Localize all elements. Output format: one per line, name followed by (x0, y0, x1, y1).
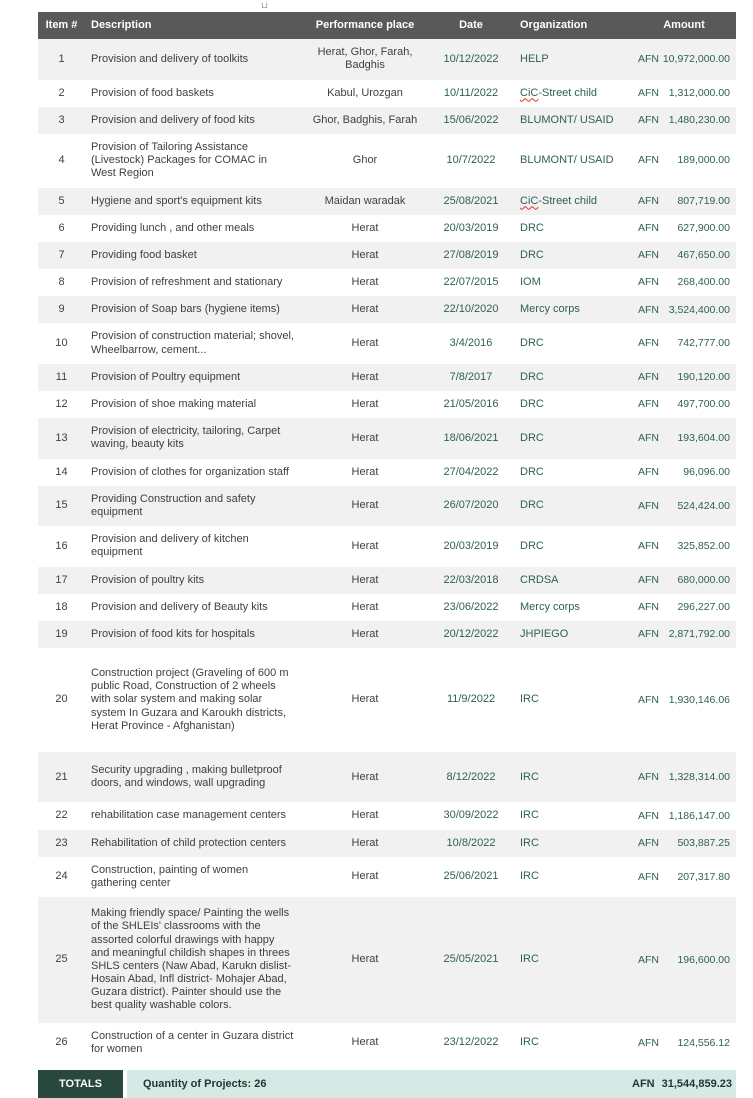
amount-value: 467,650.00 (677, 249, 730, 262)
currency-label: AFN (638, 221, 659, 234)
organization-cell: Mercy corps (512, 296, 632, 323)
organization-cell: CiC-Street child (512, 80, 632, 107)
table-row (38, 857, 736, 897)
item-number-cell: 25 (38, 897, 85, 1023)
table-row (38, 526, 736, 566)
date-cell: 15/06/2022 (430, 107, 512, 134)
performance-place-cell: Herat (300, 391, 430, 418)
performance-place-cell: Herat (300, 594, 430, 621)
date-cell: 25/08/2021 (430, 188, 512, 215)
description-cell: Provision of construction material; shovel, Wheelbarrow, cement... (85, 323, 300, 363)
date-cell: 23/06/2022 (430, 594, 512, 621)
amount-cell (632, 107, 736, 134)
currency-label: AFN (638, 432, 659, 445)
amount-value: 196,600.00 (677, 953, 730, 966)
description-cell: rehabilitation case management centers (85, 802, 300, 829)
description-cell: Provision of refreshment and stationary (85, 269, 300, 296)
amount-value: 207,317.80 (677, 870, 730, 883)
table-row (38, 418, 736, 458)
organization-cell: DRC (512, 459, 632, 486)
currency-label: AFN (638, 1036, 659, 1049)
amount-cell (632, 391, 736, 418)
item-number-cell: 20 (38, 648, 85, 752)
performance-place-cell: Herat (300, 242, 430, 269)
performance-place-cell: Herat (300, 648, 430, 752)
currency-label: AFN (638, 154, 659, 167)
table-row (38, 752, 736, 802)
table-row (38, 296, 736, 323)
organization-cell: DRC (512, 391, 632, 418)
description-cell: Provision and delivery of food kits (85, 107, 300, 134)
performance-place-cell: Ghor (300, 134, 430, 188)
item-number-cell: 26 (38, 1023, 85, 1063)
header-performance-place: Performance place (300, 12, 430, 39)
description-cell: Provision of electricity, tailoring, Carpet waving, beauty kits (85, 418, 300, 458)
totals-summary: Quantity of Projects: 26 (143, 1078, 267, 1090)
date-cell: 10/7/2022 (430, 134, 512, 188)
currency-label: AFN (638, 371, 659, 384)
date-cell: 3/4/2016 (430, 323, 512, 363)
currency-label: AFN (638, 249, 659, 262)
amount-value: 10,972,000.00 (662, 53, 730, 66)
amount-cell (632, 323, 736, 363)
description-cell: Provision of food kits for hospitals (85, 621, 300, 648)
amount-value: 3,524,400.00 (668, 303, 730, 316)
date-cell: 10/12/2022 (430, 39, 512, 79)
table-row (38, 269, 736, 296)
date-cell: 25/05/2021 (430, 897, 512, 1023)
amount-cell (632, 486, 736, 526)
table-row (38, 830, 736, 857)
amount-cell (632, 418, 736, 458)
performance-place-cell: Herat (300, 459, 430, 486)
performance-place-cell: Herat (300, 364, 430, 391)
amount-cell (632, 215, 736, 242)
description-cell: Providing lunch , and other meals (85, 215, 300, 242)
performance-place-cell: Ghor, Badghis, Farah (300, 107, 430, 134)
description-cell: Construction of a center in Guzara district for women (85, 1023, 300, 1063)
description-cell: Making friendly space/ Painting the wells of the SHLEIs' classrooms with the assorted colorful drawings with happy and meaningful childish shapes in threes SHLS centers (Naw Abad, Karukn dislist- Hosain Abad, Infl district- Mohajer Abad, Guzara district). Painter should use the best quality washable colors. (85, 897, 300, 1023)
amount-cell (632, 752, 736, 802)
amount-value: 497,700.00 (677, 398, 730, 411)
date-cell: 22/10/2020 (430, 296, 512, 323)
date-cell: 11/9/2022 (430, 648, 512, 752)
table-row (38, 215, 736, 242)
table-header (38, 12, 736, 39)
description-cell: Hygiene and sport's equipment kits (85, 188, 300, 215)
amount-value: 124,556.12 (677, 1036, 730, 1049)
item-number-cell: 4 (38, 134, 85, 188)
amount-cell (632, 80, 736, 107)
organization-cell: DRC (512, 323, 632, 363)
currency-label: AFN (638, 465, 659, 478)
item-number-cell: 7 (38, 242, 85, 269)
table-row (38, 323, 736, 363)
header-item-number: Item # (38, 12, 85, 39)
totals-amount-value: 31,544,859.23 (661, 1078, 732, 1090)
performance-place-cell: Herat (300, 215, 430, 242)
performance-place-cell: Herat (300, 526, 430, 566)
date-cell: 10/11/2022 (430, 80, 512, 107)
currency-label: AFN (638, 836, 659, 849)
amount-value: 268,400.00 (677, 276, 730, 289)
date-cell: 8/12/2022 (430, 752, 512, 802)
table-row (38, 897, 736, 1023)
amount-cell (632, 1023, 736, 1063)
currency-label: AFN (638, 809, 659, 822)
table-body (38, 39, 736, 1063)
organization-cell: DRC (512, 242, 632, 269)
description-cell: Construction, painting of women gathering center (85, 857, 300, 897)
date-cell: 27/04/2022 (430, 459, 512, 486)
table-row (38, 459, 736, 486)
performance-place-cell: Herat (300, 269, 430, 296)
organization-cell: IRC (512, 802, 632, 829)
organization-cell: IRC (512, 897, 632, 1023)
table-row (38, 567, 736, 594)
amount-value: 1,186,147.00 (668, 809, 730, 822)
performance-place-cell: Herat, Ghor, Farah, Badghis (300, 39, 430, 79)
header-amount: Amount (632, 12, 736, 39)
date-cell: 23/12/2022 (430, 1023, 512, 1063)
table-row (38, 242, 736, 269)
currency-label: AFN (638, 600, 659, 613)
item-number-cell: 8 (38, 269, 85, 296)
performance-place-cell: Herat (300, 567, 430, 594)
amount-value: 296,227.00 (677, 600, 730, 613)
currency-label: AFN (638, 337, 659, 350)
amount-cell (632, 594, 736, 621)
amount-cell (632, 830, 736, 857)
organization-cell: CiC-Street child (512, 188, 632, 215)
description-cell: Provision and delivery of kitchen equipment (85, 526, 300, 566)
currency-label: AFN (638, 953, 659, 966)
organization-cell: HELP (512, 39, 632, 79)
organization-cell: DRC (512, 418, 632, 458)
amount-value: 503,887.25 (677, 836, 730, 849)
description-cell: Provision of clothes for organization staff (85, 459, 300, 486)
item-number-cell: 23 (38, 830, 85, 857)
table-row (38, 486, 736, 526)
table-row (38, 39, 736, 79)
item-number-cell: 11 (38, 364, 85, 391)
amount-cell (632, 459, 736, 486)
amount-value: 193,604.00 (677, 432, 730, 445)
header-description: Description (85, 12, 300, 39)
amount-cell (632, 242, 736, 269)
currency-label: AFN (638, 870, 659, 883)
table-row (38, 1023, 736, 1063)
organization-cell: IRC (512, 830, 632, 857)
organization-cell: Mercy corps (512, 594, 632, 621)
description-cell: Provision of Tailoring Assistance (Livestock) Packages for COMAC in West Region (85, 134, 300, 188)
performance-place-cell: Herat (300, 621, 430, 648)
amount-value: 1,930,146.06 (668, 693, 730, 706)
currency-label: AFN (638, 770, 659, 783)
performance-place-cell: Herat (300, 857, 430, 897)
organization-cell: DRC (512, 486, 632, 526)
amount-value: 680,000.00 (677, 573, 730, 586)
description-cell: Rehabilitation of child protection centers (85, 830, 300, 857)
item-number-cell: 2 (38, 80, 85, 107)
table-row (38, 802, 736, 829)
description-cell: Provision and delivery of Beauty kits (85, 594, 300, 621)
organization-cell: DRC (512, 215, 632, 242)
description-cell: Providing food basket (85, 242, 300, 269)
amount-cell (632, 188, 736, 215)
date-cell: 20/03/2019 (430, 526, 512, 566)
totals-currency-label: AFN (632, 1078, 655, 1090)
currency-label: AFN (638, 693, 659, 706)
amount-value: 325,852.00 (677, 540, 730, 553)
table-row (38, 107, 736, 134)
item-number-cell: 1 (38, 39, 85, 79)
description-cell: Security upgrading , making bulletproof doors, and windows, wall upgrading (85, 752, 300, 802)
amount-cell (632, 526, 736, 566)
organization-cell: BLUMONT/ USAID (512, 107, 632, 134)
item-number-cell: 14 (38, 459, 85, 486)
amount-value: 1,312,000.00 (668, 86, 730, 99)
table-row (38, 188, 736, 215)
amount-value: 742,777.00 (677, 337, 730, 350)
description-cell: Provision of food baskets (85, 80, 300, 107)
date-cell: 18/06/2021 (430, 418, 512, 458)
date-cell: 30/09/2022 (430, 802, 512, 829)
organization-cell: IRC (512, 857, 632, 897)
formatting-mark-icon: ⊔ (261, 0, 269, 10)
description-cell: Providing Construction and safety equipment (85, 486, 300, 526)
performance-place-cell: Herat (300, 1023, 430, 1063)
amount-value: 96,096.00 (683, 465, 730, 478)
item-number-cell: 19 (38, 621, 85, 648)
table-row (38, 621, 736, 648)
amount-cell (632, 621, 736, 648)
date-cell: 25/06/2021 (430, 857, 512, 897)
performance-place-cell: Herat (300, 486, 430, 526)
amount-value: 524,424.00 (677, 499, 730, 512)
date-cell: 10/8/2022 (430, 830, 512, 857)
amount-cell (632, 567, 736, 594)
performance-place-cell: Herat (300, 897, 430, 1023)
organization-cell: IRC (512, 1023, 632, 1063)
amount-value: 1,480,230.00 (668, 114, 730, 127)
totals-summary-cell (127, 1070, 736, 1098)
item-number-cell: 13 (38, 418, 85, 458)
table-row (38, 364, 736, 391)
performance-place-cell: Herat (300, 296, 430, 323)
item-number-cell: 16 (38, 526, 85, 566)
date-cell: 26/07/2020 (430, 486, 512, 526)
organization-cell: IRC (512, 752, 632, 802)
description-cell: Construction project (Graveling of 600 m public Road, Construction of 2 wheels with solar system and making solar system In Guzara and Karoukh districts, Herat Province - Afghanistan) (85, 648, 300, 752)
organization-cell: DRC (512, 364, 632, 391)
date-cell: 22/07/2015 (430, 269, 512, 296)
date-cell: 27/08/2019 (430, 242, 512, 269)
amount-value: 190,120.00 (677, 371, 730, 384)
table-row (38, 80, 736, 107)
date-cell: 22/03/2018 (430, 567, 512, 594)
table-row (38, 134, 736, 188)
organization-cell: CRDSA (512, 567, 632, 594)
currency-label: AFN (638, 194, 659, 207)
amount-cell (632, 648, 736, 752)
date-cell: 7/8/2017 (430, 364, 512, 391)
totals-row (38, 1070, 736, 1098)
item-number-cell: 5 (38, 188, 85, 215)
item-number-cell: 6 (38, 215, 85, 242)
organization-cell: IOM (512, 269, 632, 296)
item-number-cell: 3 (38, 107, 85, 134)
table-row (38, 648, 736, 752)
amount-cell (632, 296, 736, 323)
currency-label: AFN (638, 499, 659, 512)
header-date: Date (430, 12, 512, 39)
table-row (38, 594, 736, 621)
currency-label: AFN (638, 628, 659, 641)
amount-cell (632, 39, 736, 79)
currency-label: AFN (638, 53, 659, 66)
amount-cell (632, 364, 736, 391)
performance-place-cell: Herat (300, 830, 430, 857)
amount-cell (632, 857, 736, 897)
currency-label: AFN (638, 86, 659, 99)
description-cell: Provision and delivery of toolkits (85, 39, 300, 79)
performance-place-cell: Herat (300, 802, 430, 829)
description-cell: Provision of Soap bars (hygiene items) (85, 296, 300, 323)
currency-label: AFN (638, 398, 659, 411)
amount-value: 189,000.00 (677, 154, 730, 167)
amount-value: 1,328,314.00 (668, 770, 730, 783)
performance-place-cell: Herat (300, 323, 430, 363)
date-cell: 20/12/2022 (430, 621, 512, 648)
amount-cell (632, 269, 736, 296)
item-number-cell: 21 (38, 752, 85, 802)
amount-value: 627,900.00 (677, 221, 730, 234)
performance-place-cell: Herat (300, 418, 430, 458)
organization-cell: IRC (512, 648, 632, 752)
date-cell: 21/05/2016 (430, 391, 512, 418)
amount-cell (632, 134, 736, 188)
organization-cell: BLUMONT/ USAID (512, 134, 632, 188)
currency-label: AFN (638, 303, 659, 316)
organization-cell: JHPIEGO (512, 621, 632, 648)
performance-place-cell: Maidan waradak (300, 188, 430, 215)
organization-cell: DRC (512, 526, 632, 566)
date-cell: 20/03/2019 (430, 215, 512, 242)
item-number-cell: 24 (38, 857, 85, 897)
amount-cell (632, 897, 736, 1023)
currency-label: AFN (638, 276, 659, 289)
header-organization: Organization (512, 12, 632, 39)
description-cell: Provision of poultry kits (85, 567, 300, 594)
item-number-cell: 17 (38, 567, 85, 594)
amount-value: 807,719.00 (677, 194, 730, 207)
description-cell: Provision of shoe making material (85, 391, 300, 418)
currency-label: AFN (638, 114, 659, 127)
item-number-cell: 12 (38, 391, 85, 418)
item-number-cell: 15 (38, 486, 85, 526)
table-row (38, 391, 736, 418)
currency-label: AFN (638, 573, 659, 586)
performance-place-cell: Herat (300, 752, 430, 802)
projects-table (38, 12, 736, 1063)
header-row (38, 12, 736, 39)
item-number-cell: 22 (38, 802, 85, 829)
item-number-cell: 18 (38, 594, 85, 621)
amount-cell (632, 802, 736, 829)
amount-value: 2,871,792.00 (668, 628, 730, 641)
item-number-cell: 10 (38, 323, 85, 363)
totals-label: TOTALS (38, 1070, 123, 1098)
performance-place-cell: Kabul, Urozgan (300, 80, 430, 107)
currency-label: AFN (638, 540, 659, 553)
description-cell: Provision of Poultry equipment (85, 364, 300, 391)
item-number-cell: 9 (38, 296, 85, 323)
